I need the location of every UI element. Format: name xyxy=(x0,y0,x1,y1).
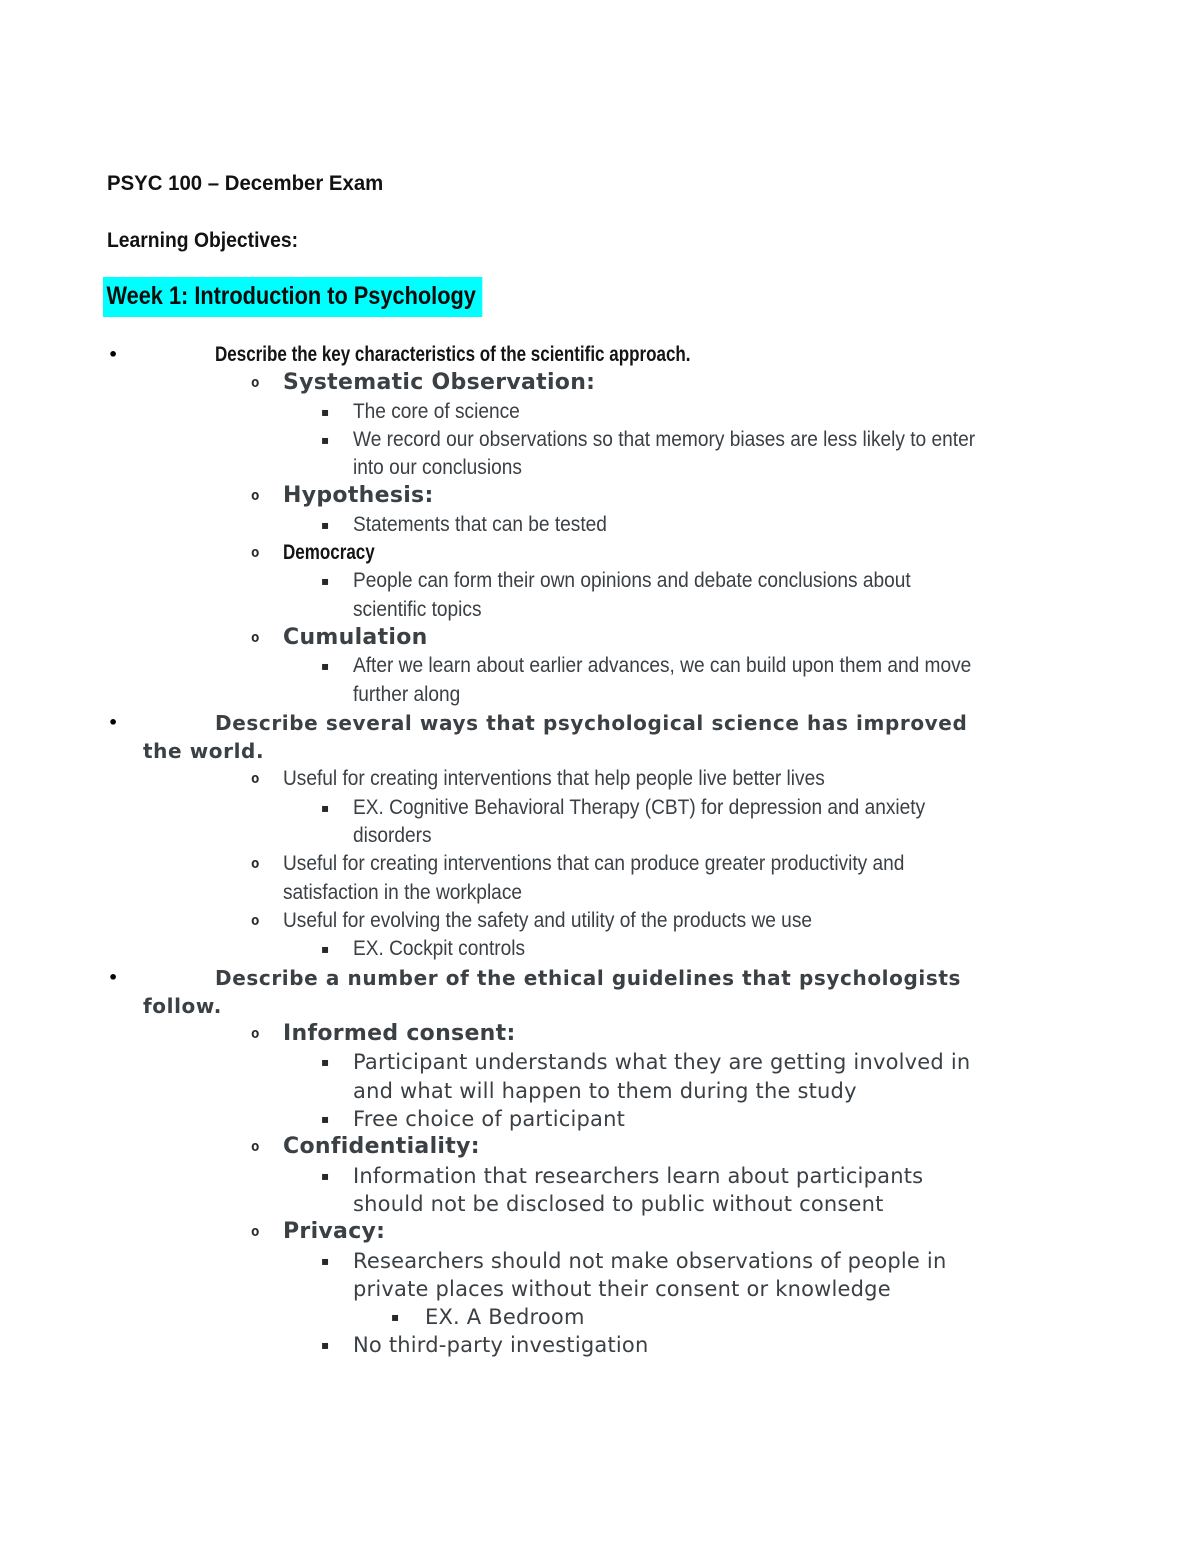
list-item-line: Describe the key characteristics of the scientific approach. xyxy=(215,343,691,366)
list-item-line: After we learn about earlier advances, we can build upon them and move xyxy=(353,654,972,678)
list-item-line: Describe several ways that psychological science has improved xyxy=(215,710,968,735)
list-item-line: EX. A Bedroom xyxy=(425,1305,585,1330)
bullet-marker: ▪ xyxy=(321,574,330,589)
list-item-line: Researchers should not make observations of people in xyxy=(353,1248,947,1273)
list-item-line: Information that researchers learn about participants xyxy=(353,1163,924,1188)
bullet-marker: o xyxy=(251,488,260,505)
list-item xyxy=(107,341,1107,369)
list-item xyxy=(107,482,1107,510)
list-item xyxy=(107,1020,1107,1048)
list-item xyxy=(107,1303,1107,1331)
list-item-line: Useful for creating interventions that can produce greater productivity and xyxy=(283,852,905,876)
bullet-marker: ▪ xyxy=(321,1168,330,1183)
learning-objectives-text: Learning Objectives: xyxy=(107,229,299,252)
list-item-line: scientific topics xyxy=(353,597,482,621)
list-item-line: Privacy: xyxy=(283,1219,386,1245)
list-item-line: disorders xyxy=(353,824,432,848)
bullet-marker: ▪ xyxy=(391,1310,400,1325)
bullet-marker: ▪ xyxy=(321,432,330,447)
list-item xyxy=(107,964,1107,1021)
list-item xyxy=(107,567,1107,624)
list-item-line: Informed consent: xyxy=(283,1021,516,1047)
bullet-marker: o xyxy=(251,771,260,788)
list-item xyxy=(107,1162,1107,1219)
bullet-marker: o xyxy=(251,1026,260,1043)
list-item-line: Hypothesis: xyxy=(283,483,434,509)
list-item xyxy=(107,907,1107,935)
list-item-line: People can form their own opinions and debate conclusions about xyxy=(353,569,911,593)
list-item-line: Participant understands what they are getting involved in xyxy=(353,1050,971,1075)
list-item-line: and what will happen to them during the study xyxy=(353,1078,857,1103)
list-item-line: satisfaction in the workplace xyxy=(283,880,523,904)
bullet-marker: ▪ xyxy=(321,1055,330,1070)
list-item xyxy=(107,1105,1107,1133)
list-item-line: Systematic Observation: xyxy=(283,370,596,396)
list-item xyxy=(107,624,1107,652)
list-item xyxy=(107,1218,1107,1246)
list-item-line: Useful for evolving the safety and utility of the products we use xyxy=(283,908,813,932)
list-item xyxy=(107,539,1107,567)
document-title-text: PSYC 100 – December Exam xyxy=(107,172,384,195)
bullet-marker: ▪ xyxy=(321,1338,330,1353)
list-item-line: Confidentiality: xyxy=(283,1134,480,1160)
learning-objectives-label xyxy=(107,228,315,254)
list-item-line: Free choice of participant xyxy=(353,1107,626,1132)
list-item xyxy=(107,935,1107,963)
learning-objectives-list xyxy=(107,341,1107,1360)
bullet-marker: ▪ xyxy=(321,517,330,532)
bullet-marker: ▪ xyxy=(321,800,330,815)
document-title xyxy=(107,171,392,197)
bullet-marker: o xyxy=(251,545,260,562)
list-item-line: Useful for creating interventions that help people live better lives xyxy=(283,767,825,791)
list-item xyxy=(107,369,1107,397)
list-item xyxy=(107,794,1107,851)
list-item xyxy=(107,1048,1107,1105)
list-item-line: Describe a number of the ethical guidelines that psychologists xyxy=(215,965,962,990)
week1-section-heading xyxy=(103,277,539,317)
list-item xyxy=(107,652,1107,709)
list-item xyxy=(107,765,1107,793)
list-item-line: The core of science xyxy=(353,399,520,423)
bullet-marker: o xyxy=(251,1224,260,1241)
bullet-marker: ▪ xyxy=(321,1253,330,1268)
bullet-marker: o xyxy=(251,629,260,646)
list-item-line: Statements that can be tested xyxy=(353,512,607,536)
list-item-line: private places without their consent or knowledge xyxy=(353,1276,891,1301)
list-item-line: EX. Cognitive Behavioral Therapy (CBT) for depression and anxiety xyxy=(353,795,926,819)
list-item-line: into our conclusions xyxy=(353,456,522,480)
list-item-line: follow. xyxy=(143,993,222,1018)
list-item xyxy=(107,398,1107,426)
list-item-line: No third-party investigation xyxy=(353,1333,649,1358)
list-item-line: Democracy xyxy=(283,541,375,565)
bullet-marker: • xyxy=(108,345,119,364)
list-item-line: the world. xyxy=(143,739,265,764)
list-item xyxy=(107,1133,1107,1161)
list-item xyxy=(107,1247,1107,1304)
bullet-marker: o xyxy=(251,856,260,873)
list-item xyxy=(107,426,1107,483)
list-item-line: We record our observations so that memory biases are less likely to enter xyxy=(353,427,976,451)
list-item-line: Cumulation xyxy=(283,624,428,650)
list-item-line: further along xyxy=(353,682,461,706)
bullet-marker: ▪ xyxy=(321,1112,330,1127)
bullet-marker: • xyxy=(108,967,119,987)
bullet-marker: o xyxy=(251,1139,260,1156)
bullet-marker: o xyxy=(251,375,260,392)
list-item xyxy=(107,709,1107,766)
list-item-line: should not be disclosed to public without consent xyxy=(353,1191,884,1216)
bullet-marker: ▪ xyxy=(321,659,330,674)
list-item xyxy=(107,850,1107,907)
week1-section-heading-highlight: Week 1: Introduction to Psychology xyxy=(103,277,482,317)
list-item-line: EX. Cockpit controls xyxy=(353,937,526,961)
bullet-marker: ▪ xyxy=(321,942,330,957)
bullet-marker: o xyxy=(251,912,260,929)
list-item xyxy=(107,511,1107,539)
list-item xyxy=(107,1331,1107,1359)
bullet-marker: • xyxy=(108,712,119,732)
bullet-marker: ▪ xyxy=(321,404,330,419)
